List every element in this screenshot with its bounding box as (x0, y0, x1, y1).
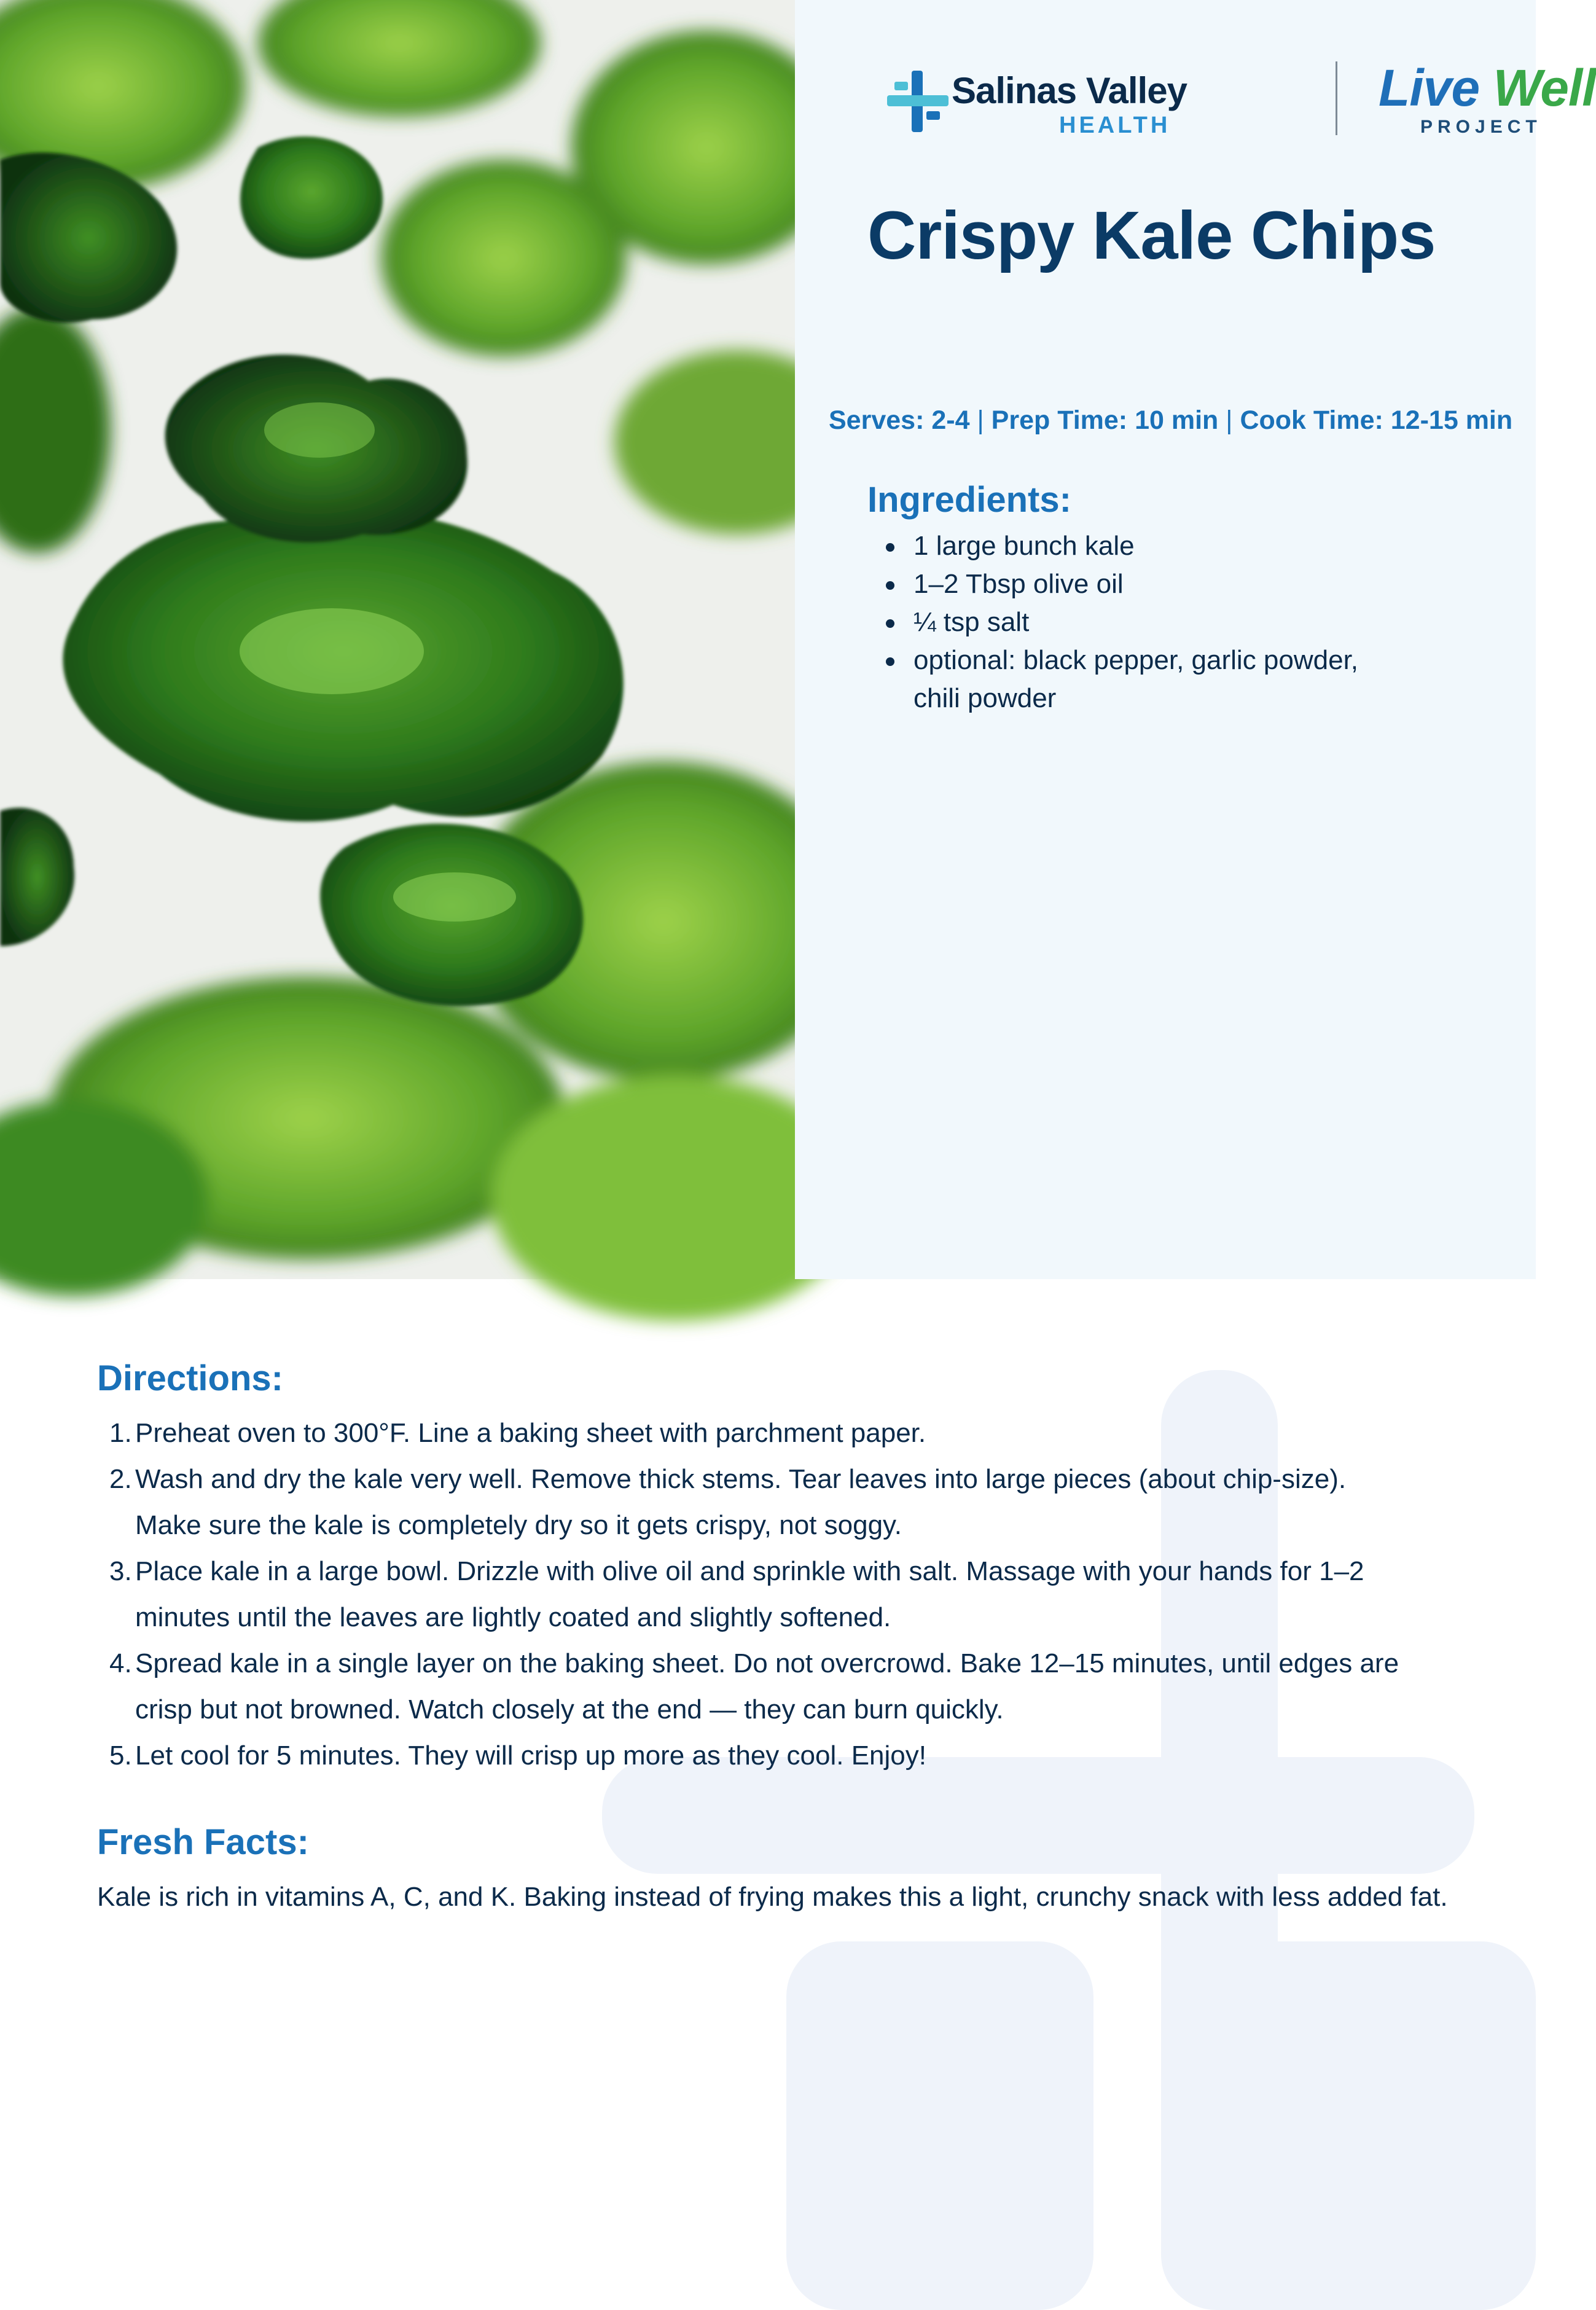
direction-step (97, 1456, 1418, 1548)
lw-well-text: Well (1493, 59, 1596, 117)
direction-step (97, 1410, 1418, 1456)
ingredients-heading: Ingredients: (867, 480, 1071, 520)
svh-brand-sub: HEALTH (1059, 112, 1171, 138)
ingredient-item: 1 large bunch kale (867, 527, 1482, 565)
meta-separator: | (1226, 405, 1233, 435)
ingredient-item: optional: black pepper, garlic powder, chili powder (867, 641, 1405, 718)
salinas-valley-health-logo (887, 65, 1207, 138)
step-text: Spread kale in a single layer on the baking sheet. Do not overcrowd. Bake 12–15 minutes, until edges are crisp but not browned. Watch closely at the end — they can burn quickly. (135, 1648, 1399, 1725)
kale-chips-photo (0, 0, 795, 1279)
live-well-project-logo (1379, 58, 1596, 138)
direction-step (97, 1640, 1418, 1732)
lw-project-text: PROJECT (1420, 117, 1542, 137)
step-text: Place kale in a large bowl. Drizzle with olive oil and sprinkle with salt. Massage with your hands for 1–2 minutes until the leaves are lightly coated and slightly softened. (135, 1556, 1364, 1632)
ingredient-item: ¼ tsp salt (867, 603, 1482, 641)
directions-list (97, 1410, 1418, 1779)
recipe-meta (829, 405, 1512, 436)
direction-step (97, 1732, 1418, 1779)
logo-row (887, 58, 1596, 138)
cook-time-label: Cook Time: 12-15 min (1240, 405, 1513, 435)
ingredients-list (867, 527, 1482, 718)
recipe-info-panel (795, 0, 1596, 1279)
step-text: Preheat oven to 300°F. Line a baking sheet with parchment paper. (135, 1418, 926, 1448)
serves-label: Serves: 2-4 (829, 405, 970, 435)
step-text: Let cool for 5 minutes. They will crisp up more as they cool. Enjoy! (135, 1740, 926, 1771)
ingredient-item: 1–2 Tbsp olive oil (867, 565, 1482, 603)
recipe-title: Crispy Kale Chips (867, 198, 1436, 273)
lw-live-text: Live (1379, 59, 1480, 117)
step-number: 2. (109, 1464, 132, 1494)
fresh-facts-text: Kale is rich in vitamins A, C, and K. Baking instead of frying makes this a light, crunchy snack with less added fat. (97, 1882, 1448, 1912)
direction-step (97, 1548, 1418, 1640)
fresh-facts-heading: Fresh Facts: (97, 1822, 309, 1862)
directions-heading: Directions: (97, 1358, 283, 1398)
step-number: 5. (109, 1740, 132, 1771)
step-number: 3. (109, 1556, 132, 1586)
meta-separator: | (977, 405, 984, 435)
prep-time-label: Prep Time: 10 min (991, 405, 1219, 435)
svh-cross-icon (887, 71, 949, 132)
logo-divider (1336, 61, 1337, 135)
step-text: Wash and dry the kale very well. Remove thick stems. Tear leaves into large pieces (about chip-size). Make sure the kale is completely dry so it gets crispy, not soggy. (135, 1464, 1347, 1540)
step-number: 1. (109, 1418, 132, 1448)
svh-brand-name: Salinas Valley (952, 70, 1187, 111)
step-number: 4. (109, 1648, 132, 1678)
